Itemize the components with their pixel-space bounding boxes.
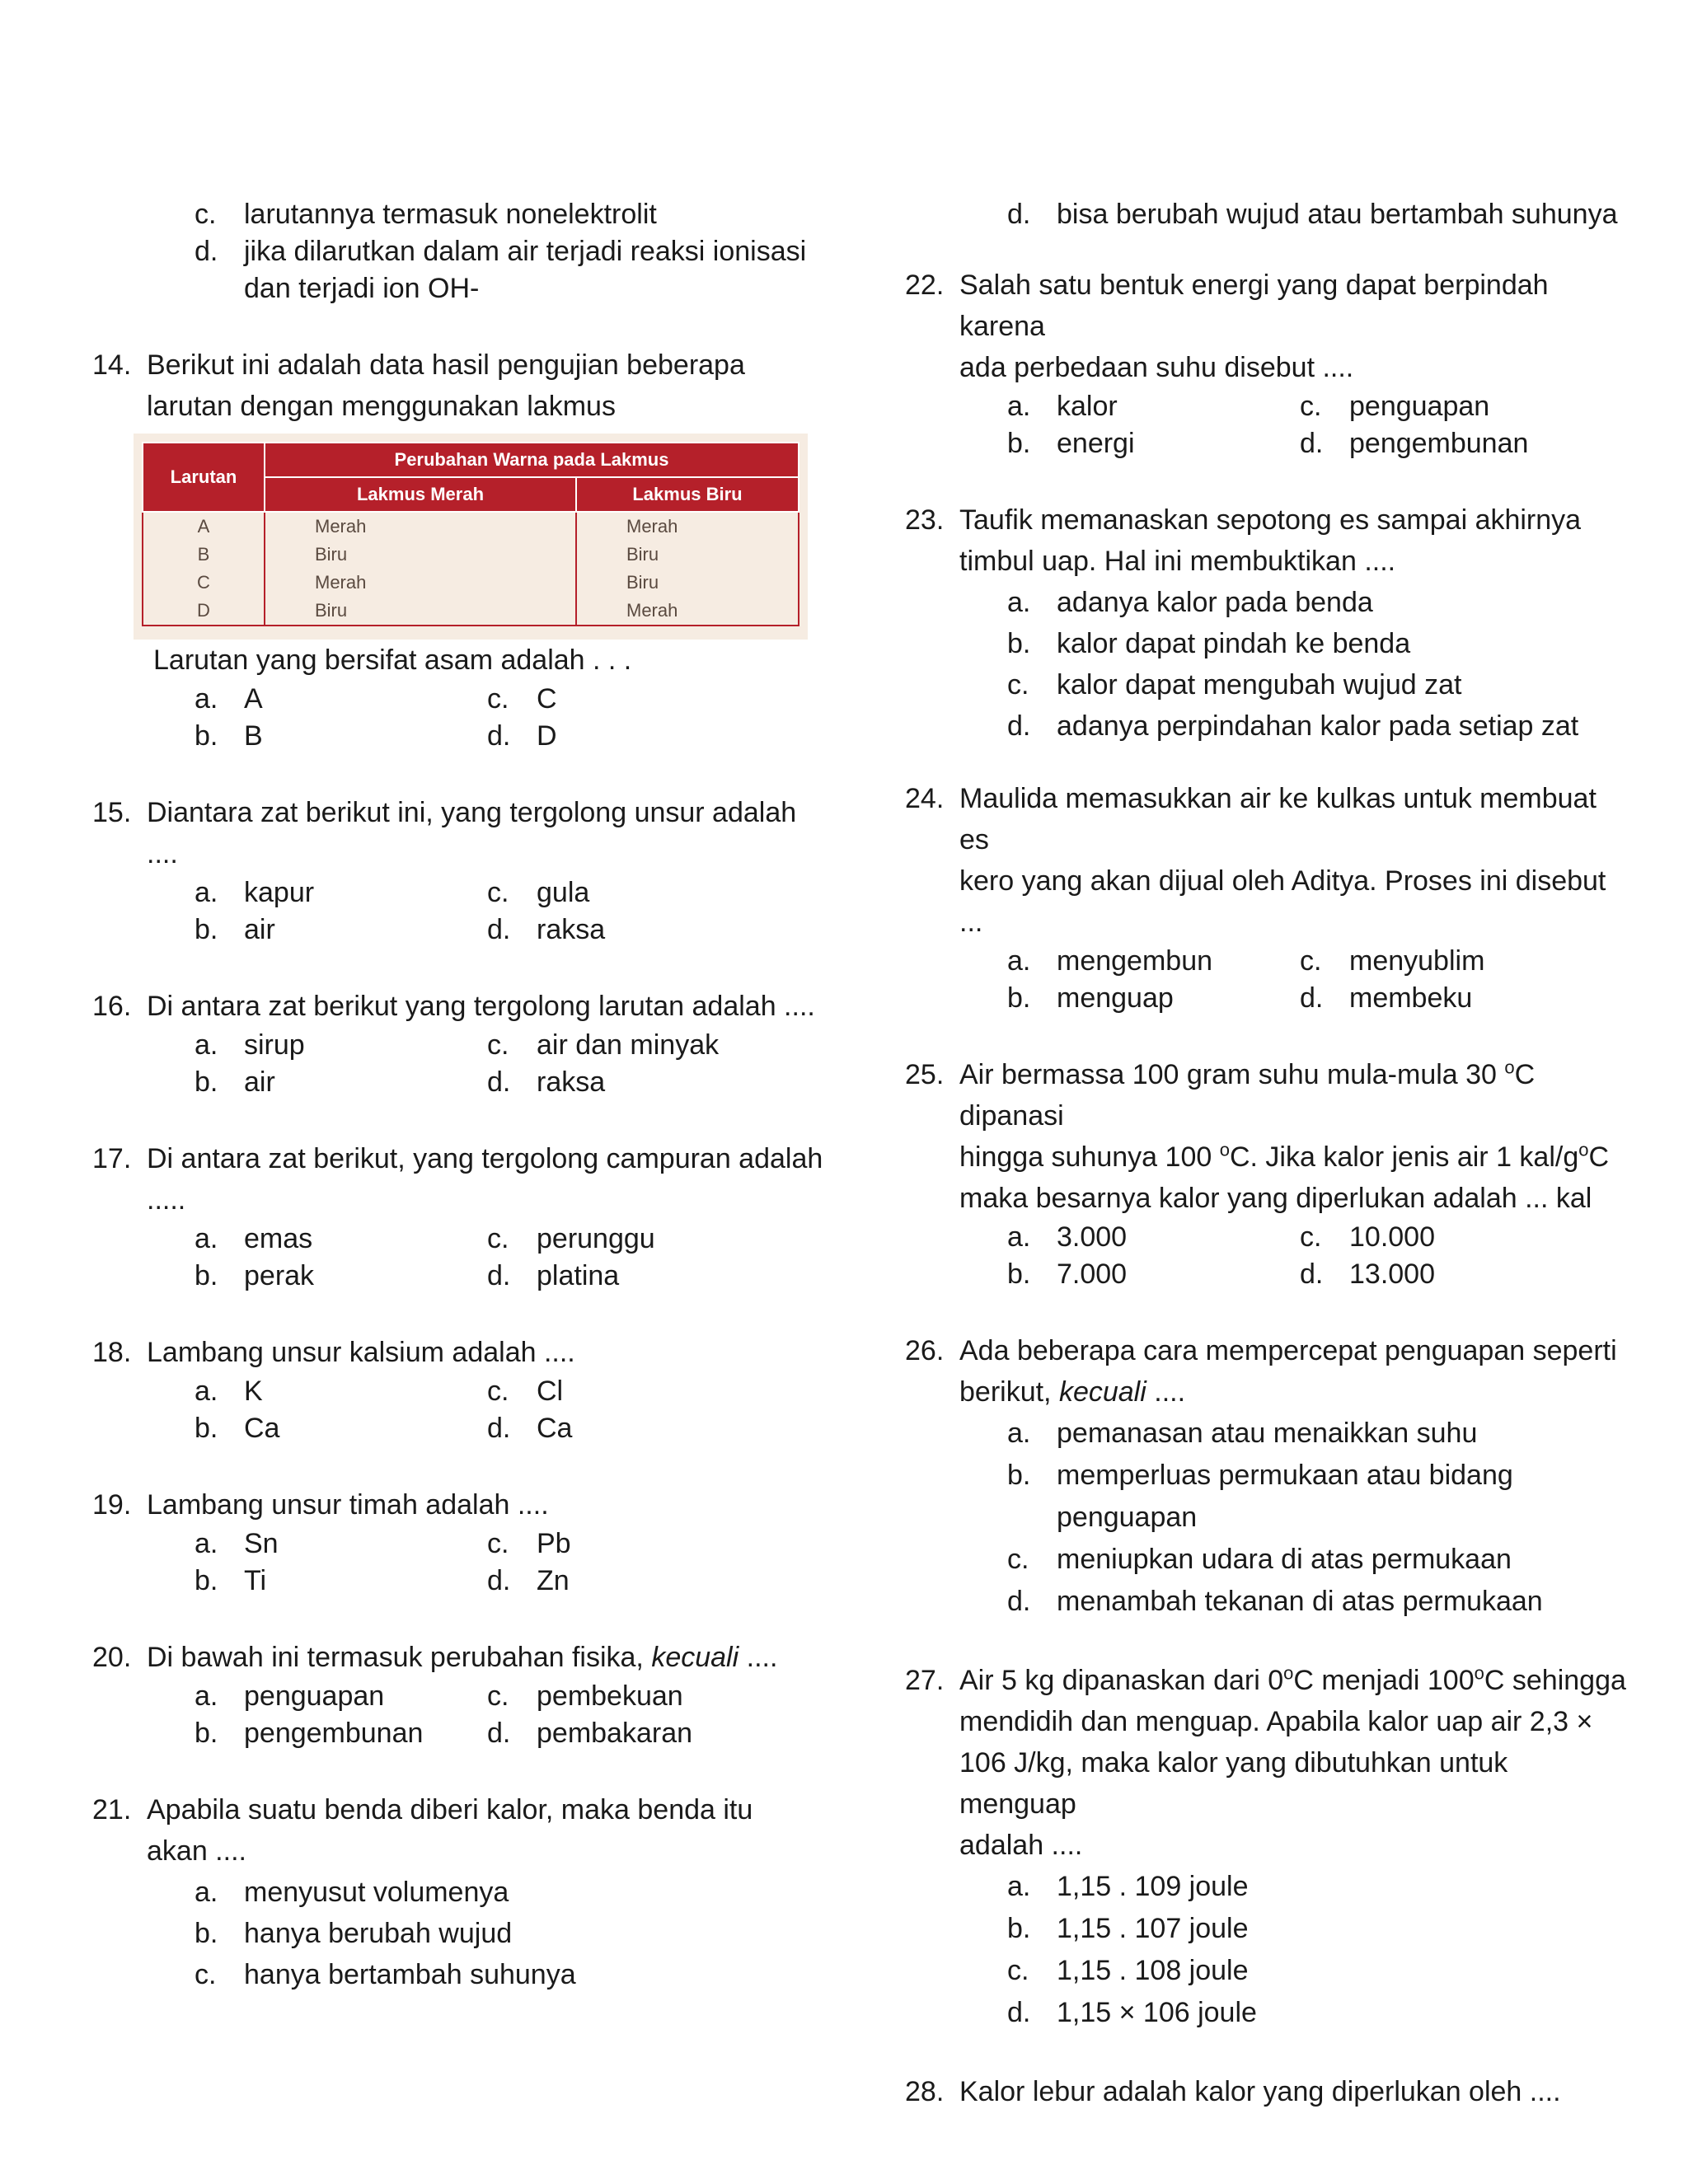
question-25: 25. Air bermassa 100 gram suhu mula-mula 30 $^o$C dipanasi hingga suhunya 100 $^o$C. Jika kalor jenis air 1 kal/$g^oC$ maka besarnya kalor yang diperlukan adalah ... kal xyxy=(905,1057,1610,1214)
question-15: 15. Diantara zat berikut ini, yang tergolong unsur adalah .... xyxy=(92,797,797,869)
table-row: A Merah Merah xyxy=(143,512,799,541)
q22-options: a. kalor c. penguapan b. energi d. pengembunan xyxy=(1007,391,1529,459)
q21-options: a. menyusut volumenya b. hanya berubah wujud c. hanya bertambah suhunya xyxy=(195,1877,576,1990)
q14-options: a. A c. C b. B d. D xyxy=(195,683,557,752)
header-lakmus-merah: Lakmus Merah xyxy=(265,477,576,512)
question-24: 24. Maulida memasukkan air ke kulkas untuk membuat es kero yang akan dijual oleh Aditya. Proses ini disebut ... xyxy=(905,783,1606,938)
litmus-table xyxy=(142,442,799,626)
question-19: 19. Lambang unsur timah adalah .... xyxy=(92,1489,549,1521)
option-c: c. larutannya termasuk nonelektrolit xyxy=(195,199,657,230)
q21-option-d-continued: d. bisa berubah wujud atau bertambah suhunya xyxy=(1007,199,1618,230)
right-column xyxy=(905,196,1630,2112)
q20-options: a. penguapan c. pembekuan b. pengembunan d. pembakaran xyxy=(195,1680,693,1749)
q16-options: a. sirup c. air dan minyak b. air d. raksa xyxy=(195,1029,720,1098)
question-20: 20. Di bawah ini termasuk perubahan fisika, kecuali .... xyxy=(92,1642,778,1673)
header-perubahan: Perubahan Warna pada Lakmus xyxy=(265,443,799,477)
question-23: 23. Taufik memanaskan sepotong es sampai akhirnya timbul uap. Hal ini membuktikan .... xyxy=(905,504,1582,577)
question-27: 27. Air 5 kg dipanaskan dari 0$^o$C menjadi 100$^o$C sehingga mendidih dan menguap. Apabila kalor uap air 2,3 × 106 J/kg, maka kalor yang dibutuhkan untuk menguap adalah .... xyxy=(905,1662,1626,1861)
question-21: 21. Apabila suatu benda diberi kalor, maka benda itu akan .... xyxy=(92,1794,753,1867)
q24-options: a. mengembun c. menyublim b. menguap d. membeku xyxy=(1007,945,1485,1014)
q14-prompt: Larutan yang bersifat asam adalah . . . xyxy=(153,644,632,676)
question-28: 28. Kalor lebur adalah kalor yang diperlukan oleh .... xyxy=(905,2076,1561,2107)
question-26: 26. Ada beberapa cara mempercepat penguapan seperti berikut, kecuali .... xyxy=(905,1335,1617,1408)
q17-options: a. emas c. perunggu b. perak d. platina xyxy=(195,1223,655,1291)
question-22: 22. Salah satu bentuk energi yang dapat berpindah karena ada perbedaan suhu disebut .... xyxy=(905,269,1549,383)
q13-options-continued xyxy=(195,196,834,307)
question-16: 16. Di antara zat berikut yang tergolong larutan adalah .... xyxy=(92,991,815,1022)
option-d: d. jika dilarutkan dalam air terjadi reaksi ionisasi xyxy=(195,236,807,267)
table-row: D Biru Merah xyxy=(143,597,799,626)
q18-options: a. K c. Cl b. Ca d. Ca xyxy=(195,1376,573,1444)
q19-options: a. Sn c. Pb b. Ti d. Zn xyxy=(195,1528,571,1596)
q25-options: a. 3.000 c. 10.000 b. 7.000 d. 13.000 xyxy=(1007,1221,1435,1290)
left-column xyxy=(92,196,834,1995)
header-lakmus-biru: Lakmus Biru xyxy=(576,477,799,512)
question-18: 18. Lambang unsur kalsium adalah .... xyxy=(92,1337,575,1368)
table-row: C Merah Biru xyxy=(143,569,799,597)
question-17: 17. Di antara zat berikut, yang tergolong campuran adalah ..... xyxy=(92,1143,823,1216)
q27-options: a. 1,15 . 109 joule b. 1,15 . 107 joule c. 1,15 . 108 joule d. 1,15 × 106 joule xyxy=(1007,1871,1257,2028)
q23-options: a. adanya kalor pada benda b. kalor dapat pindah ke benda c. kalor dapat mengubah wujud zat d. adanya perpindahan kalor pada setiap zat xyxy=(1007,587,1579,742)
q26-options: a. pemanasan atau menaikkan suhu b. memperluas permukaan atau bidang penguapan c. meniupkan udara di atas permukaan d. menambah tekanan di atas permukaan xyxy=(1007,1418,1543,1617)
q15-options: a. kapur c. gula b. air d. raksa xyxy=(195,877,606,945)
option-d-continued: dan terjadi ion OH- xyxy=(244,273,480,304)
table-row: B Biru Biru xyxy=(143,541,799,569)
litmus-table-image xyxy=(134,434,808,640)
question-14: 14. Berikut ini adalah data hasil pengujian beberapa larutan dengan menggunakan lakmus xyxy=(92,349,745,422)
header-larutan: Larutan xyxy=(143,443,265,512)
